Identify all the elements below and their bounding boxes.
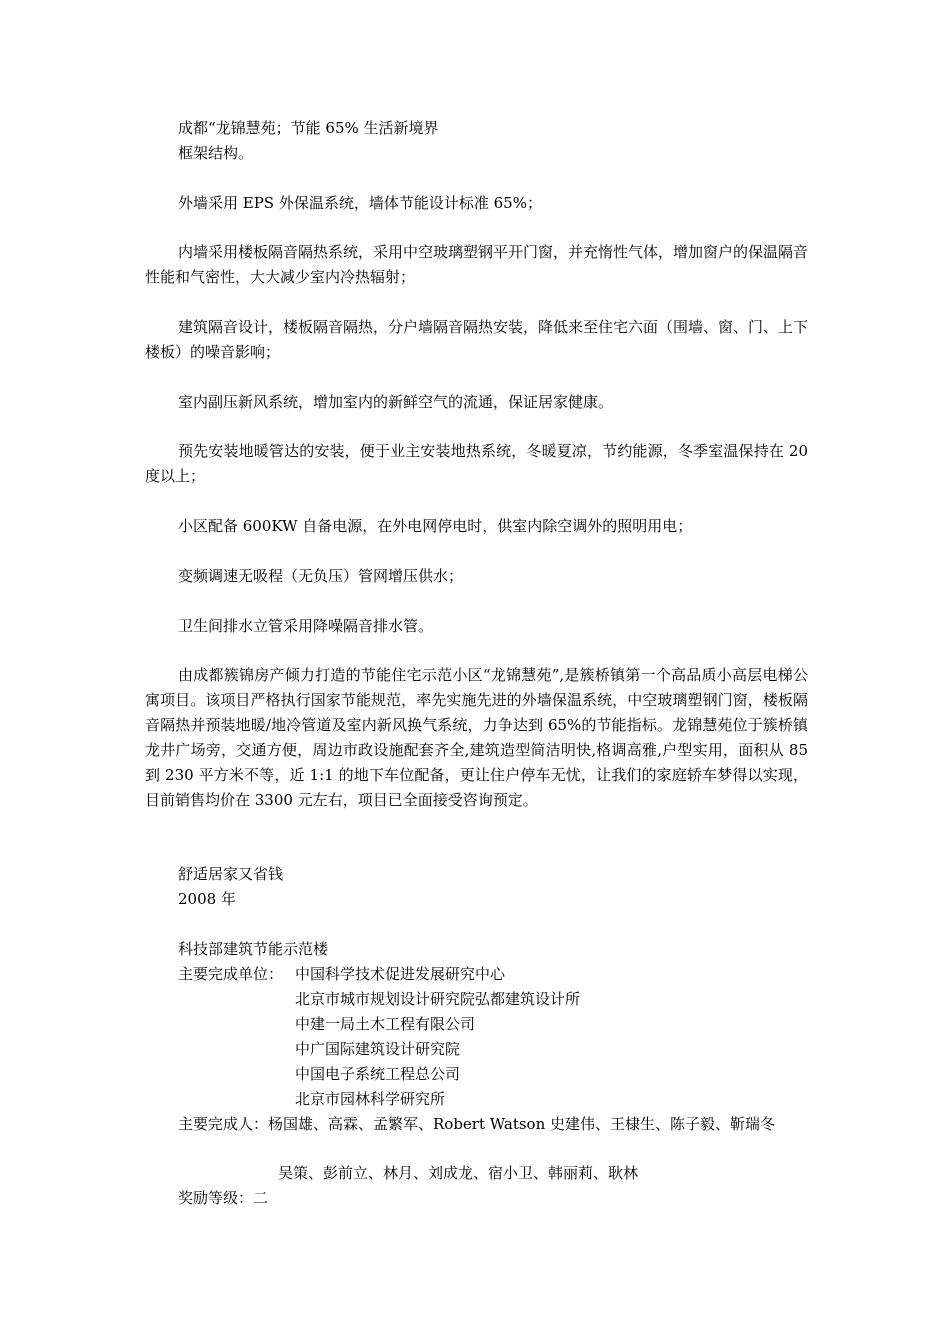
unit-item: 中广国际建筑设计研究院 [295,1040,461,1058]
persons-line-2: 吴策、彭前立、林月、刘成龙、宿小卫、韩丽莉、耿林 [278,1164,639,1182]
feature-paragraph: 变频调速无吸程（无负压）管网增压供水； [178,567,464,585]
units-label: 主要完成单位： [178,965,284,983]
unit-item: 中国科学技术促进发展研究中心 [295,965,506,983]
heading-line-2: 框架结构。 [178,144,254,162]
persons-line-1: 主要完成人：杨国雄、高霖、孟繁军、Robert Watson 史建伟、王棣生、陈子毅、靳瑞冬 [178,1115,776,1133]
feature-paragraph: 卫生间排水立管采用降噪隔音排水管。 [178,617,434,635]
feature-paragraph: 室内副压新风系统，增加室内的新鲜空气的流通，保证居家健康。 [178,393,614,411]
feature-paragraph: 建筑隔音设计，楼板隔音隔热，分户墙隔音隔热安装，降低来至住宅六面（围墙、窗、门、上下楼板）的噪音影响； [145,318,809,361]
unit-item: 中建一局土木工程有限公司 [295,1015,476,1033]
award-level: 奖励等级：二 [178,1189,269,1207]
award-title: 科技部建筑节能示范楼 [178,940,329,958]
year: 2008 年 [178,890,236,908]
feature-paragraph: 内墙采用楼板隔音隔热系统，采用中空玻璃塑钢平开门窗，并充惰性气体，增加窗户的保温隔音性能和气密性，大大减少室内冷热辐射； [145,243,809,286]
heading-line-1: 成都“龙锦慧苑；节能 65% 生活新境界 [178,119,439,137]
unit-item: 北京市园林科学研究所 [295,1090,446,1108]
slogan: 舒适居家又省钱 [178,865,284,883]
unit-item: 北京市城市规划设计研究院弘都建筑设计所 [295,990,581,1008]
feature-paragraph: 外墙采用 EPS 外保温系统，墙体节能设计标准 65%； [178,194,542,212]
feature-paragraph: 预先安装地暖管达的安装，便于业主安装地热系统，冬暖夏凉，节约能源，冬季室温保持在 20 度以上； [145,442,808,485]
feature-paragraph: 小区配备 600KW 自备电源，在外电网停电时，供室内除空调外的照明用电； [178,517,693,535]
unit-item: 中国电子系统工程总公司 [295,1065,461,1083]
intro-paragraph: 由成都簇锦房产倾力打造的节能住宅示范小区“龙锦慧苑”,是簇桥镇第一个高品质小高层电梯公寓项目。该项目严格执行国家节能规范，率先实施先进的外墙保温系统，中空玻璃塑钢门窗，楼板隔音隔热并预装地暖/地冷管道及室内新风换气系统，力争达到 65%的节能指标。龙锦慧苑位于簇桥镇龙井广场旁，交通方便，周边市政设施配套齐全,建筑造型简洁明快,格调高雅,户型实用，面积从 85 到 230 平方米不等，近 1:1 的地下车位配备，更让住户停车无忧，让我们的家庭轿车梦得以实现，目前销售均价在 3300 元左右，项目已全面接受咨询预定。 [145,666,808,809]
